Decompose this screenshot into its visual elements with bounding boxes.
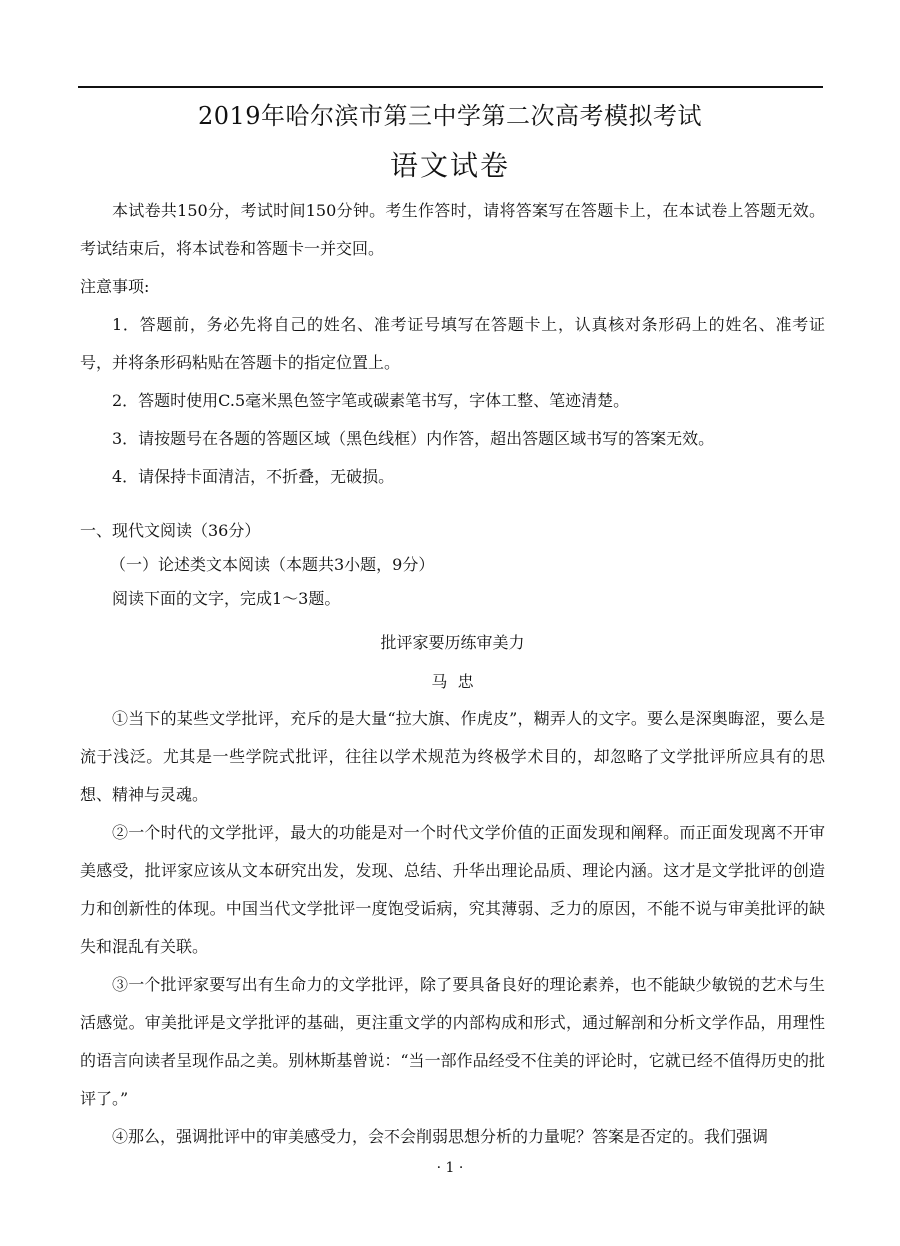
article-title: 批评家要历练审美力 xyxy=(380,633,525,652)
page-number: · 1 · xyxy=(436,1160,464,1176)
exam-title: 2019年哈尔滨市第三中学第二次高考模拟考试 xyxy=(197,102,703,130)
notice-item-1: 1．答题前，务必先将自己的姓名、准考证号填写在答题卡上，认真核对条形码上的姓名、准考证号，并将条形码粘贴在答题卡的指定位置上。 xyxy=(80,315,825,372)
exam-subtitle: 语文试卷 xyxy=(389,149,510,182)
notice-item-3: 3．请按题号在各题的答题区域（黑色线框）内作答，超出答题区域书写的答案无效。 xyxy=(112,429,715,448)
article-paragraph-4: ④那么，强调批评中的审美感受力，会不会削弱思想分析的力量呢？答案是否定的。我们强调 xyxy=(112,1127,769,1146)
notice-item-4: 4．请保持卡面清洁，不折叠，无破损。 xyxy=(112,467,395,486)
article-paragraph-1: ①当下的某些文学批评，充斥的是大量“拉大旗、作虎皮”，糊弄人的文字。要么是深奥晦涩，要么是流于浅泛。尤其是一些学院式批评，往往以学术规范为终极学术目的，却忽略了文学批评所应具有的思想、精神与灵魂。 xyxy=(80,709,825,804)
section-heading: 一、现代文阅读（36分） xyxy=(80,521,261,540)
exam-content xyxy=(80,192,825,1156)
article-paragraph-2: ②一个时代的文学批评，最大的功能是对一个时代文学价值的正面发现和阐释。而正面发现离不开审美感受，批评家应该从文本研究出发，发现、总结、升华出理论品质、理论内涵。这才是文学批评的创造力和创新性的体现。中国当代文学批评一度饱受诟病，究其薄弱、乏力的原因，不能不说与审美批评的缺失和混乱有关联。 xyxy=(80,823,825,956)
section-subheading: （一）论述类文本阅读（本题共3小题，9分） xyxy=(110,555,435,574)
section-instruction: 阅读下面的文字，完成1～3题。 xyxy=(112,589,341,608)
notice-item-2: 2．答题时使用C.5毫米黑色签字笔或碳素笔书写，字体工整、笔迹清楚。 xyxy=(112,391,630,410)
intro-paragraph: 本试卷共150分，考试时间150分钟。考生作答时，请将答案写在答题卡上，在本试卷上答题无效。考试结束后，将本试卷和答题卡一并交回。 xyxy=(80,201,825,258)
section-spacer xyxy=(80,496,825,514)
notice-label: 注意事项: xyxy=(80,277,150,296)
article-paragraph-3: ③一个批评家要写出有生命力的文学批评，除了要具备良好的理论素养，也不能缺少敏锐的艺术与生活感觉。审美批评是文学批评的基础，更注重文学的内部构成和形式，通过解剖和分析文学作品，用理性的语言向读者呈现作品之美。别林斯基曾说：“当一部作品经受不住美的评论时，它就已经不值得历史的批评了。” xyxy=(80,975,825,1108)
top-rule xyxy=(78,86,823,88)
article-author: 马 忠 xyxy=(431,672,474,691)
